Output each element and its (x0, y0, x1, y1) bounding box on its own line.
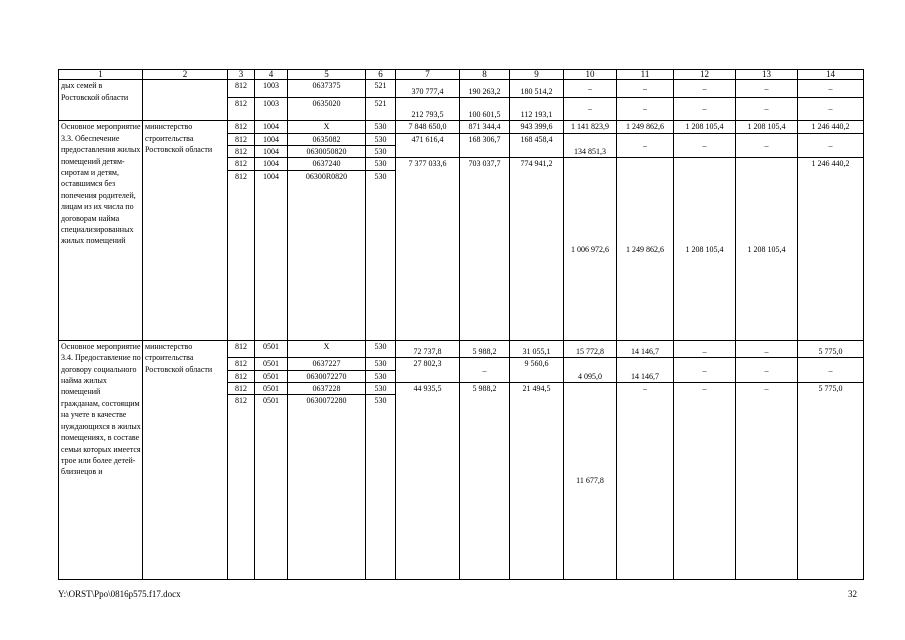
budget-table (58, 69, 864, 580)
table-cell: 1 141 823,9 (564, 121, 617, 133)
table-cell: – (564, 80, 617, 97)
budget-table-sheet (58, 69, 863, 580)
col-8-header: 8 (460, 70, 510, 80)
col-5-header: 5 (288, 70, 366, 80)
table-cell: 530 (366, 121, 396, 133)
table-cell: – (798, 133, 864, 158)
table-cell: – (674, 97, 736, 121)
table-cell: 5 988,2 (460, 382, 510, 579)
table-cell: 0637227 (288, 358, 366, 370)
table-cell: 44 935,5 (396, 382, 460, 579)
table-cell: 15 772,8 (564, 340, 617, 357)
table-cell: 530 (366, 370, 396, 382)
table-cell: 14 146,7 (617, 358, 674, 383)
table-cell: – (674, 80, 736, 97)
table-cell: 21 494,5 (510, 382, 564, 579)
col-13-header: 13 (736, 70, 798, 80)
table-cell: 5 775,0 (798, 382, 864, 579)
block2-ministry: министерство строительства Ростовской области (143, 121, 228, 341)
table-cell: 27 802,3 (396, 358, 460, 383)
table-cell: 1 246 440,2 (798, 121, 864, 133)
table-cell: 774 941,2 (510, 158, 564, 341)
col-2-header: 2 (143, 70, 228, 80)
table-row (59, 80, 864, 97)
col-12-header: 12 (674, 70, 736, 80)
table-cell: – (564, 97, 617, 121)
table-cell: 1003 (255, 80, 288, 97)
table-cell: 1004 (255, 133, 288, 145)
table-cell: 0501 (255, 395, 288, 580)
table-cell: 1 208 105,4 (736, 121, 798, 133)
table-cell: 4 095,0 (564, 358, 617, 383)
table-cell: 5 775,0 (798, 340, 864, 357)
table-cell: 370 777,4 (396, 80, 460, 97)
table-cell: 1004 (255, 158, 288, 170)
table-cell: 0501 (255, 340, 288, 357)
table-cell: 943 399,6 (510, 121, 564, 133)
table-cell: 812 (228, 170, 255, 340)
table-cell: 703 037,7 (460, 158, 510, 341)
table-cell: 06300R0820 (288, 170, 366, 340)
table-cell: 812 (228, 395, 255, 580)
table-cell: 1004 (255, 170, 288, 340)
table-cell: 0637375 (288, 80, 366, 97)
table-cell: – (617, 80, 674, 97)
table-cell: 812 (228, 97, 255, 121)
table-cell: 9 560,6 (510, 358, 564, 383)
table-cell: 190 263,2 (460, 80, 510, 97)
table-cell: 100 601,5 (460, 97, 510, 121)
table-cell: 530 (366, 395, 396, 580)
table-cell: – (736, 340, 798, 357)
table-cell: 180 514,2 (510, 80, 564, 97)
table-cell: 530 (366, 145, 396, 157)
table-cell: 31 055,1 (510, 340, 564, 357)
table-cell: 0501 (255, 370, 288, 382)
table-cell: 72 737,8 (396, 340, 460, 357)
table-cell: 530 (366, 133, 396, 145)
table-cell: 0635020 (288, 97, 366, 121)
table-cell: 812 (228, 158, 255, 170)
table-cell: 1 246 440,2 (798, 158, 864, 341)
table-cell: 0637240 (288, 158, 366, 170)
table-cell: 0630072280 (288, 395, 366, 580)
table-cell: 812 (228, 121, 255, 133)
table-cell: – (674, 133, 736, 158)
table-cell: 812 (228, 133, 255, 145)
table-cell: 530 (366, 382, 396, 394)
table-cell: 1 208 105,4 (736, 158, 798, 341)
table-cell: 0637228 (288, 382, 366, 394)
col-11-header: 11 (617, 70, 674, 80)
table-cell: 5 988,2 (460, 340, 510, 357)
table-cell: 11 677,8 (564, 382, 617, 579)
footer-file-path: Y:\ORST\Ppo\0816p575.f17.docx (58, 589, 181, 599)
table-row (59, 340, 864, 357)
table-cell: 471 616,4 (396, 133, 460, 158)
table-cell: – (798, 97, 864, 121)
table-cell: – (460, 358, 510, 383)
col-14-header: 14 (798, 70, 864, 80)
table-cell: – (736, 97, 798, 121)
col-4-header: 4 (255, 70, 288, 80)
table-cell: 530 (366, 158, 396, 170)
table-cell: 0501 (255, 358, 288, 370)
table-cell: 812 (228, 370, 255, 382)
table-cell: 134 851,3 (564, 133, 617, 158)
header-row (59, 70, 864, 80)
table-cell: 812 (228, 358, 255, 370)
col-6-header: 6 (366, 70, 396, 80)
table-cell: – (736, 358, 798, 383)
table-cell: – (617, 97, 674, 121)
table-cell: 812 (228, 145, 255, 157)
table-cell: – (617, 382, 674, 579)
table-cell: 530 (366, 340, 396, 357)
table-cell: 1003 (255, 97, 288, 121)
table-cell: 871 344,4 (460, 121, 510, 133)
table-cell: 7 377 033,6 (396, 158, 460, 341)
table-cell: 0501 (255, 382, 288, 394)
col-7-header: 7 (396, 70, 460, 80)
table-cell: 212 793,5 (396, 97, 460, 121)
table-cell: 812 (228, 80, 255, 97)
block2-description: Основное мероприятие 3.3. Обеспечение предоставления жилых помещений детям-сиротам и детям, оставшимся без попечения родителей, лицам из их числа по договорам найма специализированных жилых помещений (59, 121, 143, 341)
table-cell: 1 006 972,6 (564, 158, 617, 341)
table-cell: 1 208 105,4 (674, 158, 736, 341)
table-cell: 1 249 862,6 (617, 158, 674, 341)
table-cell: 812 (228, 382, 255, 394)
table-cell: 521 (366, 80, 396, 97)
table-cell: 530 (366, 358, 396, 370)
block3-ministry: министерство строительства Ростовской области (143, 340, 228, 579)
table-cell: 14 146,7 (617, 340, 674, 357)
table-cell: 521 (366, 97, 396, 121)
table-cell: 1004 (255, 121, 288, 133)
block1-ministry (143, 80, 228, 121)
col-10-header: 10 (564, 70, 617, 80)
table-cell: – (617, 133, 674, 158)
table-cell: 0630072270 (288, 370, 366, 382)
table-cell: 168 458,4 (510, 133, 564, 158)
table-cell: – (674, 358, 736, 383)
table-cell: 0630050820 (288, 145, 366, 157)
table-cell: – (674, 382, 736, 579)
col-3-header: 3 (228, 70, 255, 80)
page-number: 32 (848, 589, 857, 599)
table-cell: 1004 (255, 145, 288, 157)
col-1-header: 1 (59, 70, 143, 80)
table-row (59, 121, 864, 133)
block1-description: дых семей в Ростовской области (59, 80, 143, 121)
table-cell: 1 249 862,6 (617, 121, 674, 133)
table-cell: 7 848 650,0 (396, 121, 460, 133)
table-cell: 812 (228, 340, 255, 357)
block3-description: Основное мероприятие 3.4. Предоставление по договору социального найма жилых помещений гражданам, состоящим на учете в качестве нуждающихся в жилых помещениях, в составе семьи которых имеется трое или более детей-близнецов и (59, 340, 143, 579)
table-cell: – (798, 80, 864, 97)
table-cell: – (798, 358, 864, 383)
col-9-header: 9 (510, 70, 564, 80)
table-cell: – (674, 340, 736, 357)
table-cell: 168 306,7 (460, 133, 510, 158)
table-cell: – (736, 133, 798, 158)
table-cell: 0635082 (288, 133, 366, 145)
table-cell: Х (288, 121, 366, 133)
table-cell: 112 193,1 (510, 97, 564, 121)
table-cell: Х (288, 340, 366, 357)
table-cell: – (736, 382, 798, 579)
table-cell: – (736, 80, 798, 97)
table-cell: 530 (366, 170, 396, 340)
table-cell: 1 208 105,4 (674, 121, 736, 133)
